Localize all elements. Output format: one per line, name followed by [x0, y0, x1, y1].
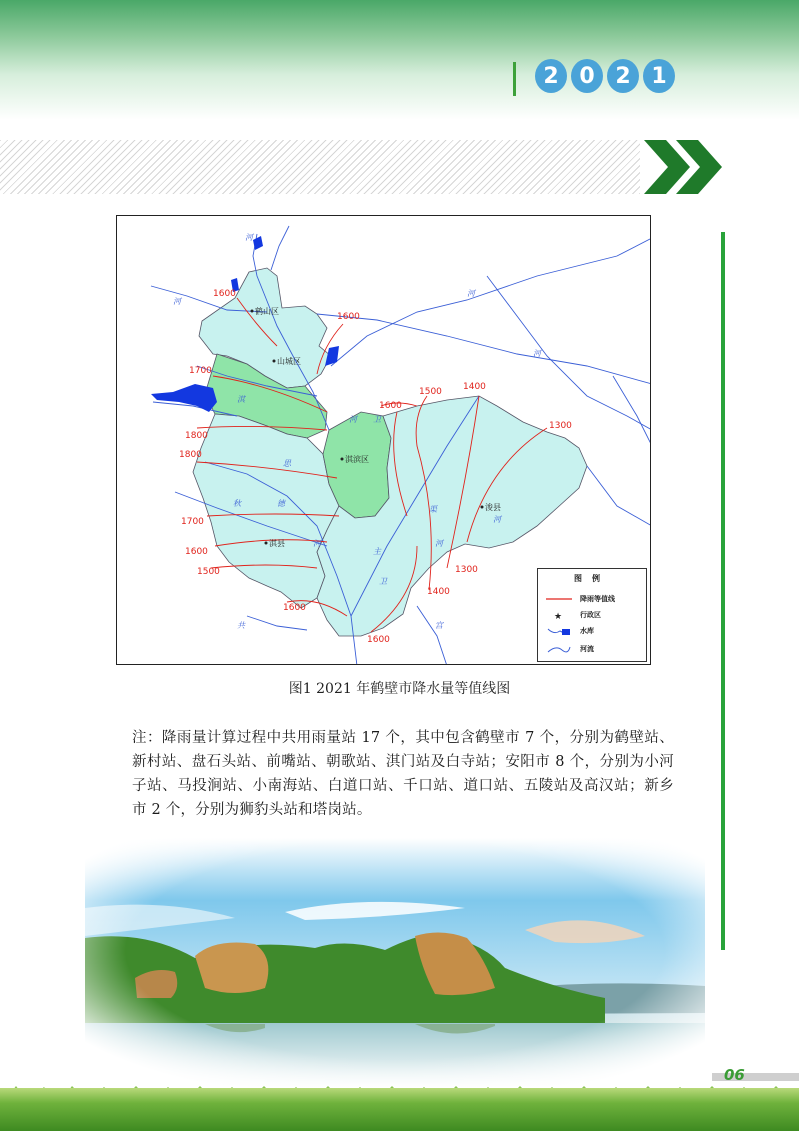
place-label: 淇县: [269, 539, 285, 548]
isoline-label: 1600: [337, 312, 360, 322]
map-legend: [537, 568, 647, 662]
legend-label: 行政区: [580, 611, 601, 619]
isoline-label: 1500: [419, 387, 442, 397]
river-label: 秋: [233, 499, 241, 508]
isoline-label: 1400: [427, 587, 450, 597]
river-label: 卫: [379, 577, 387, 586]
legend-item-reservoir: [546, 625, 594, 637]
isoline-line-icon: [546, 593, 572, 605]
legend-label: 水库: [580, 627, 594, 635]
year-accent-bar: [513, 62, 516, 96]
isoline-label: 1700: [181, 517, 204, 527]
river-label: 渠: [429, 505, 437, 514]
place-label: 鹤山区: [255, 307, 279, 316]
isoline-label: 1800: [179, 450, 202, 460]
year-badge: [535, 59, 675, 93]
river-label: 河: [533, 349, 541, 358]
legend-label: 河流: [580, 645, 594, 653]
side-accent-line: [721, 232, 725, 950]
legend-label: 降雨等值线: [580, 595, 615, 603]
isoline-label: 1600: [283, 603, 306, 613]
isoline-label: 1300: [455, 565, 478, 575]
legend-item-river: [546, 643, 594, 655]
legend-title: 图例: [574, 574, 610, 583]
river-label: 主: [373, 547, 381, 556]
legend-item-isoline: [546, 593, 615, 605]
river-label: 淇: [237, 395, 245, 404]
note-paragraph: 注：降雨量计算过程中共用雨量站 17 个，其中包含鹤壁市 7 个，分别为鹤壁站、新村站、盘石头站、前嘴站、朝歌站、淇门站及白寺站；安阳市 8 个，分别为小河子站、马投涧站、小南海站、白道口站、千口站、道口站、五陵站及高汉站；新乡市 2 个，分别为狮豹头站和塔岗站。: [132, 730, 674, 818]
place-label: 浚县: [485, 503, 501, 512]
river-icon: [546, 643, 572, 655]
precipitation-isoline-map: [116, 215, 651, 665]
river-label: 河: [493, 515, 501, 524]
isoline-label: 1500: [197, 567, 220, 577]
river-label: 河: [467, 289, 475, 298]
header-gradient-band: [0, 0, 799, 120]
legend-item-district: [546, 609, 601, 621]
hatched-divider-band: [0, 140, 640, 194]
isoline-label: 1300: [549, 421, 572, 431]
double-chevron-icon: [640, 140, 730, 194]
star-icon: [546, 609, 572, 621]
river-label: 卫: [373, 415, 381, 424]
river-label: 德: [277, 499, 285, 508]
mountain-lake-photo: [85, 838, 705, 1088]
reservoir-icon: [546, 625, 572, 637]
river-label: 河: [245, 233, 253, 242]
svg-text:★: ★: [554, 612, 563, 621]
year-digit: 2: [535, 59, 567, 93]
river-label: 河: [435, 539, 443, 548]
grass-footer-band: [0, 1088, 799, 1131]
river-label: 思: [283, 459, 291, 468]
place-label: 淇滨区: [345, 455, 369, 464]
river-label: 共: [237, 621, 245, 630]
river-label: 河: [313, 539, 321, 548]
river-label: 河: [173, 297, 181, 306]
figure-caption: 图1 2021 年鹤壁市降水量等值线图: [288, 681, 511, 697]
page-number: 06: [724, 1066, 745, 1084]
isoline-label: 1700: [189, 366, 212, 376]
year-digit: 1: [643, 59, 675, 93]
isoline-label: 1600: [185, 547, 208, 557]
river-label: 宫: [435, 621, 443, 630]
isoline-label: 1800: [185, 431, 208, 441]
isoline-label: 1400: [463, 382, 486, 392]
isoline-label: 1600: [213, 289, 236, 299]
year-digit: 2: [607, 59, 639, 93]
place-label: 山城区: [277, 357, 301, 366]
isoline-label: 1600: [367, 635, 390, 645]
isoline-label: 1600: [379, 401, 402, 411]
river-label: 河: [349, 415, 357, 424]
year-digit: 0: [571, 59, 603, 93]
